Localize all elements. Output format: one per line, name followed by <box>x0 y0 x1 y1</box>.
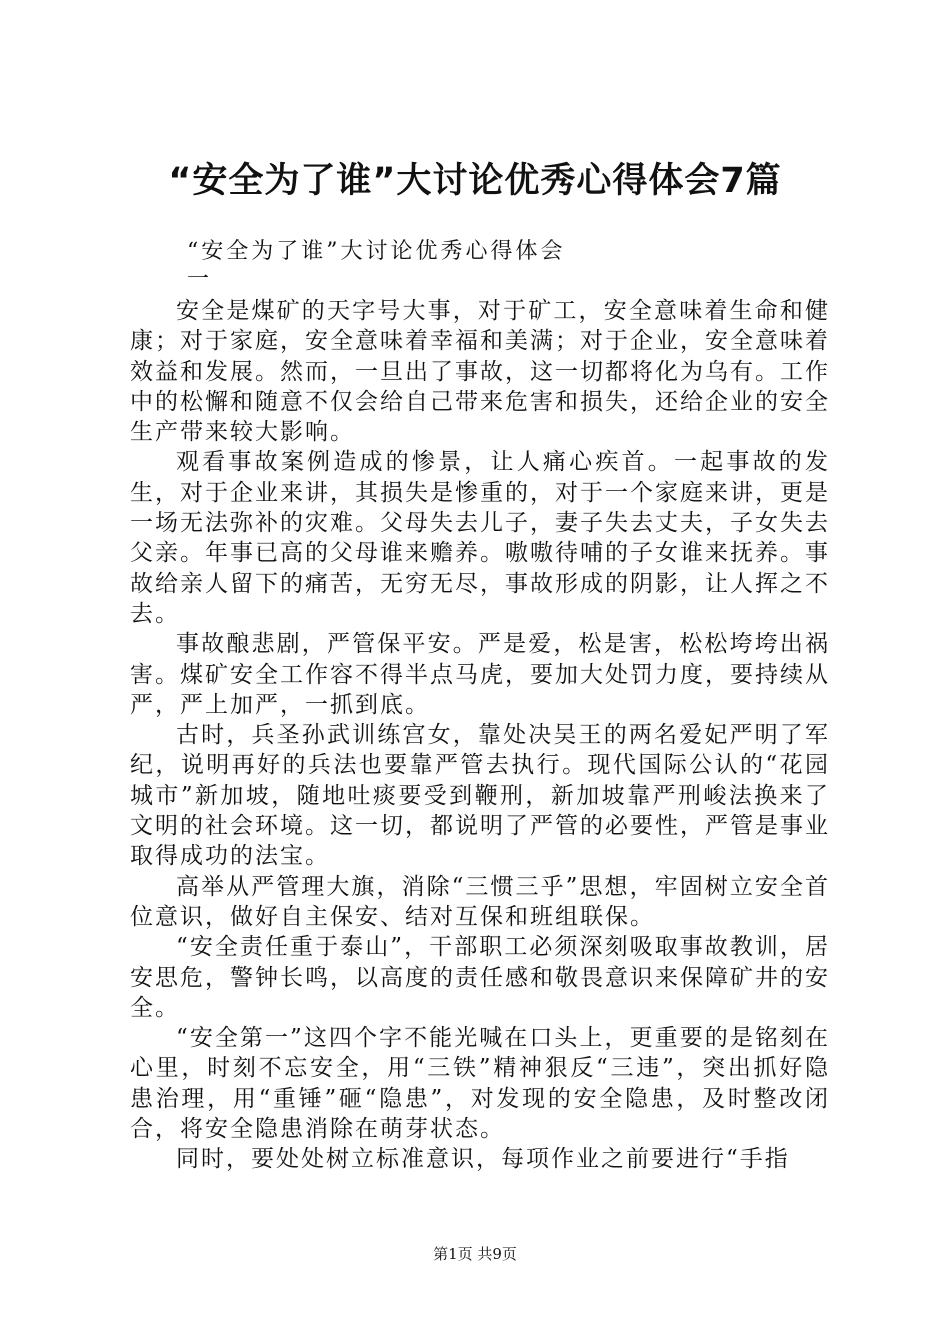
paragraph: “安全第一”这四个字不能光喊在口头上，更重要的是铭刻在心里，时刻不忘安全，用“三铁”精神狠反“三违”，突出抓好隐患治理，用“重锤”砸“隐患”，对发现的安全隐患，及时整改闭合，将安全隐患消除在萌芽状态。 <box>130 1025 830 1143</box>
paragraph: 古时，兵圣孙武训练宫女，靠处决吴王的两名爱妃严明了军纪，说明再好的兵法也要靠严管去执行。现代国际公认的“花园城市”新加坡，随地吐痰要受到鞭刑，新加坡靠严刑峻法换来了文明的社会环境。这一切，都说明了严管的必要性，严管是事业取得成功的法宝。 <box>130 722 830 870</box>
document-title: “安全为了谁”大讨论优秀心得体会7篇 <box>168 161 782 201</box>
paragraph: 事故酿悲剧，严管保平安。严是爱，松是害，松松垮垮出祸害。煤矿安全工作容不得半点马虎，要加大处罚力度，要持续从严，严上加严，一抓到底。 <box>130 631 830 718</box>
paragraph: 安全是煤矿的天字号大事，对于矿工，安全意味着生命和健康；对于家庭，安全意味着幸福和美满；对于企业，安全意味着效益和发展。然而，一旦出了事故，这一切都将化为乌有。工作中的松懈和随意不仅会给自己带来危害和损失，还给企业的安全生产带来较大影响。 <box>130 298 830 446</box>
paragraph: “安全责任重于泰山”，干部职工必须深刻吸取事故教训，居安思危，警钟长鸣，以高度的责任感和敬畏意识来保障矿井的安全。 <box>130 934 830 1021</box>
body-text <box>130 296 830 1175</box>
subtitle-number: 一 <box>187 267 210 292</box>
paragraph: 高举从严管理大旗，消除“三惯三乎”思想，牢固树立安全首位意识，做好自主保安、结对互保和班组联保。 <box>130 873 830 930</box>
paragraph: 同时，要处处树立标准意识，每项作业之前要进行“手指 <box>176 1146 790 1173</box>
document-subtitle: “安全为了谁”大讨论优秀心得体会 <box>187 239 566 264</box>
paragraph: 观看事故案例造成的惨景，让人痛心疾首。一起事故的发生，对于企业来讲，其损失是惨重的，对于一个家庭来讲，更是一场无法弥补的灾难。父母失去儿子，妻子失去丈夫，子女失去父亲。年事已高的父母谁来赡养。嗷嗷待哺的子女谁来抚养。事故给亲人留下的痛苦，无穷无尽，事故形成的阴影，让人挥之不去。 <box>130 449 830 627</box>
page-footer: 第1页 共9页 <box>433 1245 517 1263</box>
